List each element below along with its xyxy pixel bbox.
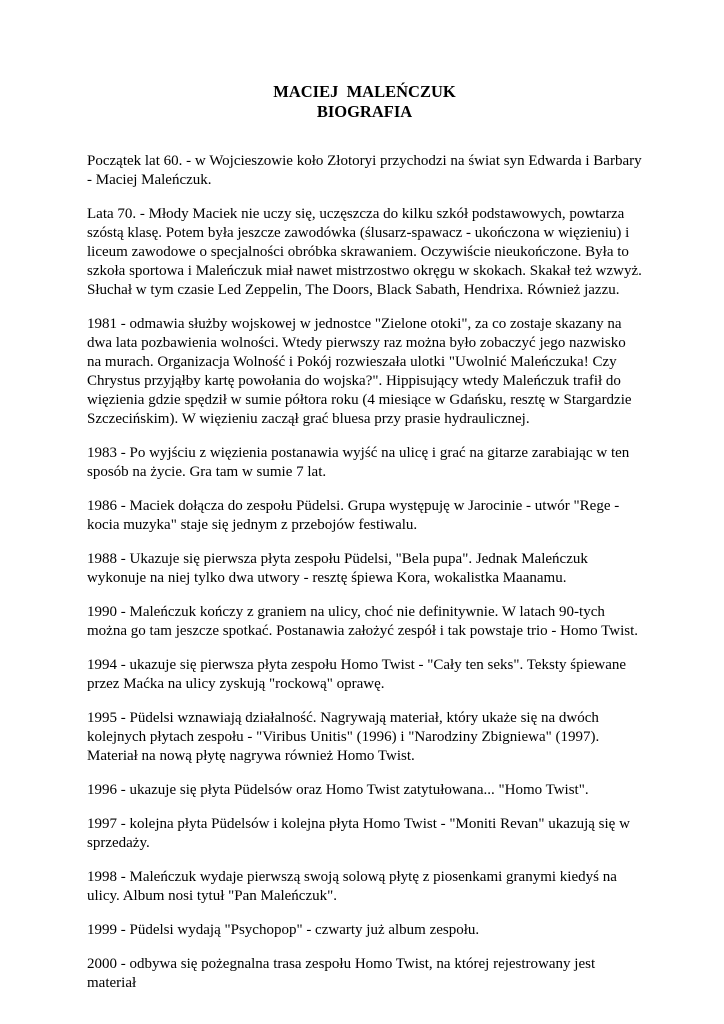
document-page: [87, 82, 642, 1008]
page-subtitle: BIOGRAFIA: [316, 102, 413, 121]
paragraph-intro: Początek lat 60. - w Wojcieszowie koło Złotoryi przychodzi na świat syn Edwarda i Barbary - Maciej Maleńczuk.: [87, 153, 642, 188]
page-title: MACIEJ MALEŃCZUK: [273, 82, 456, 101]
paragraph-1988: 1988 - Ukazuje się pierwsza płyta zespołu Püdelsi, "Bela pupa". Jednak Maleńczuk wykonuje na niej tylko dwa utwory - resztę śpiewa Kora, wokalistka Maanamu.: [87, 551, 588, 586]
paragraph-2000: 2000 - odbywa się pożegnalna trasa zespołu Homo Twist, na której rejestrowany jest materiał: [87, 956, 596, 991]
paragraph-1970s: Lata 70. - Młody Maciek nie uczy się, uczęszcza do kilku szkół podstawowych, powtarza szóstą klasę. Potem była jeszcze zawodówka (ślusarz-spawacz - ukończona w więzieniu) i liceum zawodowe o specjalności obróbka skrawaniem. Oczywiście nieukończone. Była to szkoła sportowa i Maleńczuk miał nawet mistrzostwo okręgu w skokach. Skakał też wzwyż. Słuchał w tym czasie Led Zeppelin, The Doors, Black Sabath, Hendrixa. Również jazzu.: [87, 206, 642, 298]
title-block: [87, 82, 642, 122]
paragraph-1990: 1990 - Maleńczuk kończy z graniem na ulicy, choć nie definitywnie. W latach 90-tych można go tam jeszcze spotkać. Postanawia założyć zespół i tak powstaje trio - Homo Twist.: [87, 604, 639, 639]
paragraph-1995: 1995 - Püdelsi wznawiają działalność. Nagrywają materiał, który ukaże się na dwóch kolejnych płytach zespołu - "Viribus Unitis" (1996) i "Narodziny Zbigniewa" (1997). Materiał na nową płytę nagrywa również Homo Twist.: [87, 710, 600, 764]
paragraph-1994: 1994 - ukazuje się pierwsza płyta zespołu Homo Twist - "Cały ten seks". Teksty śpiewane przez Maćka na ulicy zyskują "rockową" oprawę.: [87, 657, 627, 692]
paragraph-1981: 1981 - odmawia służby wojskowej w jednostce "Zielone otoki", za co zostaje skazany na dwa lata pozbawienia wolności. Wtedy pierwszy raz można było zobaczyć jego nazwisko na murach. Organizacja Wolność i Pokój rozwieszała ulotki "Uwolnić Maleńczuka! Czy Chrystus przyjąłby kartę powołania do wojska?". Hippisujący wtedy Maleńczuk trafił do więzienia gdzie spędził w sumie półtora roku (4 miesiące w Gdańsku, resztę w Stargardzie Szczecińskim). W więzieniu zaczął grać bluesa przy prasie hydraulicznej.: [87, 316, 632, 427]
paragraph-1999: 1999 - Püdelsi wydają "Psychopop" - czwarty już album zespołu.: [87, 922, 480, 938]
paragraph-1983: 1983 - Po wyjściu z więzienia postanawia wyjść na ulicę i grać na gitarze zarabiając w ten sposób na życie. Gra tam w sumie 7 lat.: [87, 445, 630, 480]
paragraph-1998: 1998 - Maleńczuk wydaje pierwszą swoją solową płytę z piosenkami granymi kiedyś na ulicy. Album nosi tytuł "Pan Maleńczuk".: [87, 869, 617, 904]
paragraph-1997: 1997 - kolejna płyta Püdelsów i kolejna płyta Homo Twist - "Moniti Revan" ukazują się w sprzedaży.: [87, 816, 630, 851]
paragraph-1986: 1986 - Maciek dołącza do zespołu Püdelsi. Grupa występuję w Jarocinie - utwór "Rege - kocia muzyka" staje się jednym z przebojów festiwalu.: [87, 498, 620, 533]
paragraph-1996: 1996 - ukazuje się płyta Püdelsów oraz Homo Twist zatytułowana... "Homo Twist".: [87, 782, 589, 798]
